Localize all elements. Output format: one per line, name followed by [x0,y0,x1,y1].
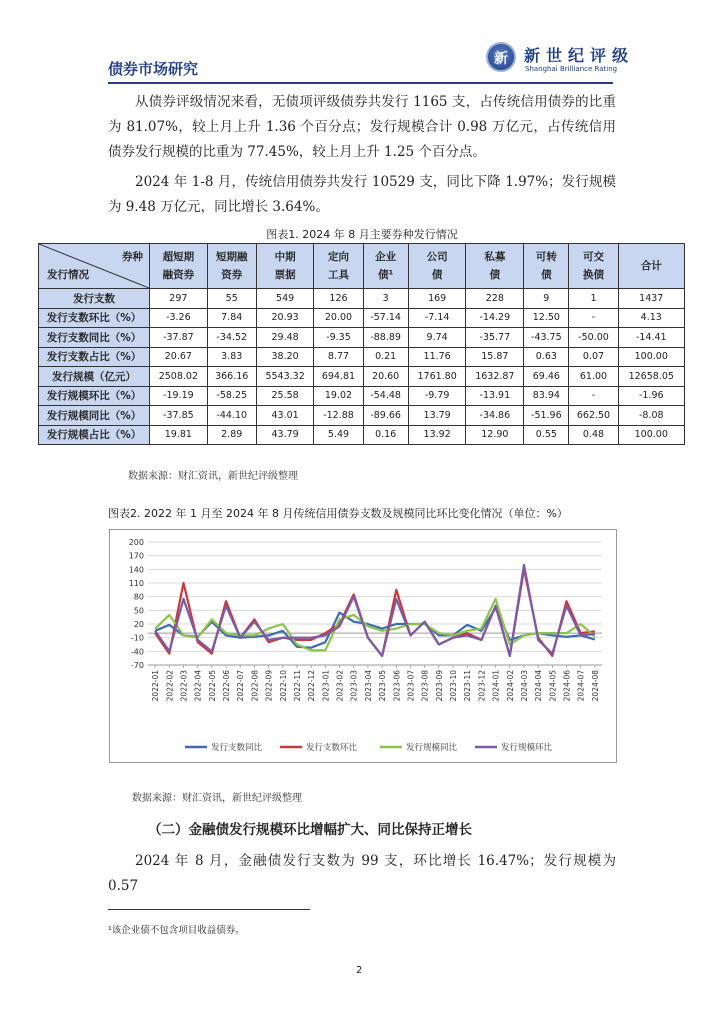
row-label: 发行规模同比（%） [39,406,150,426]
y-tick-label: 200 [128,538,144,547]
x-tick-label: 2022-09 [264,670,274,702]
table-cell: 5543.32 [256,367,314,387]
legend-label: 发行支数环比 [306,743,358,753]
table-cell: 662.50 [569,406,618,426]
table-cell: -43.75 [524,328,569,348]
x-tick-label: 2023-09 [434,670,444,702]
table-cell: 2.89 [207,425,256,445]
table-cell: 100.00 [618,347,684,367]
table-cell: 297 [150,289,208,309]
table-cell: -58.25 [207,386,256,406]
y-tick-label: 170 [128,551,144,561]
row-label: 发行支数 [39,289,150,309]
table-row [39,406,685,426]
x-tick-label: 2023-01 [321,670,331,702]
x-tick-label: 2024-06 [562,670,572,702]
running-header-title: 债券市场研究 [108,60,199,78]
table-cell: -34.52 [207,328,256,348]
y-tick-label: -70 [130,661,144,670]
table-row [39,347,685,367]
column-header: 企业 债¹ [363,244,408,289]
row-label: 发行支数同比（%） [39,328,150,348]
table-cell: 55 [207,289,256,309]
x-tick-label: 2023-03 [349,670,359,702]
table-cell: -50.00 [569,328,618,348]
table-cell: 366.16 [207,367,256,387]
table-cell: 20.67 [150,347,208,367]
row-label: 发行规模环比（%） [39,386,150,406]
x-tick-label: 2024-04 [534,670,544,702]
table-cell: 43.79 [256,425,314,445]
series-line-2 [155,569,595,656]
table-cell: 20.00 [314,308,363,328]
table-row [39,328,685,348]
table-cell: 126 [314,289,363,309]
x-tick-label: 2023-05 [378,670,388,702]
table-cell: -19.19 [150,386,208,406]
y-tick-label: 110 [128,579,144,588]
chart-caption: 图表2. 2022 年 1 月至 2024 年 8 月传统信用债券支数及规模同比环比变化情况（单位：%） [108,507,568,520]
table-row [39,386,685,406]
y-tick-label: -10 [130,633,144,643]
table1-source: 数据来源：财汇资讯，新世纪评级整理 [128,471,298,482]
table-cell: -51.96 [524,406,569,426]
chart-frame [109,529,617,763]
table-cell: - [569,386,618,406]
x-tick-label: 2023-04 [363,670,373,702]
x-tick-label: 2023-12 [477,670,487,702]
table-cell: 0.07 [569,347,618,367]
table-cell: -14.29 [466,308,524,328]
column-header: 超短期 融资券 [150,244,208,289]
legend-label: 发行规模同比 [406,743,458,753]
bond-issuance-table [38,243,685,445]
y-tick-label: 80 [133,592,144,602]
table-cell: 9 [524,289,569,309]
table-cell: -57.14 [363,308,408,328]
table-cell: -34.86 [466,406,524,426]
table-cell: -88.89 [363,328,408,348]
table-cell: -12.88 [314,406,363,426]
column-header: 定向 工具 [314,244,363,289]
section-heading: （二）金融债发行规模环比增幅扩大、同比保持正增长 [148,822,472,838]
table-cell: -35.77 [466,328,524,348]
x-tick-label: 2023-02 [335,670,345,702]
table-cell: 83.94 [524,386,569,406]
row-label: 发行规模占比（%） [39,425,150,445]
table-cell: 43.01 [256,406,314,426]
table-cell: 13.79 [408,406,466,426]
table-cell: 9.74 [408,328,466,348]
x-tick-label: 2022-02 [165,670,175,702]
table-cell: 5.49 [314,425,363,445]
table-cell: 15.87 [466,347,524,367]
table-cell: 19.81 [150,425,208,445]
paragraph-ytd: 2024 年 1-8 月，传统信用债券共发行 10529 支，同比下降 1.97%；发行规模为 9.48 万亿元，同比增长 3.64%。 [108,174,616,215]
table-cell: -44.10 [207,406,256,426]
table-cell: 69.46 [524,367,569,387]
x-tick-label: 2023-10 [449,670,459,702]
table-cell: - [569,308,618,328]
table-cell: 13.92 [408,425,466,445]
table-corner-header [39,244,150,289]
x-tick-label: 2022-10 [278,670,288,702]
row-label: 发行规模（亿元） [39,367,150,387]
table-row [39,367,685,387]
table-cell: 1437 [618,289,684,309]
table-cell: -89.66 [363,406,408,426]
y-tick-label: 20 [133,620,144,629]
brand-logo-mark: 新 [486,42,516,72]
brand-logo-name: 新世纪评级 [524,46,635,65]
table-cell: 11.76 [408,347,466,367]
y-tick-label: 50 [133,606,144,616]
line-chart [110,530,616,762]
column-header: 短期融 资券 [207,244,256,289]
table-cell: 3.83 [207,347,256,367]
table-cell: 0.21 [363,347,408,367]
x-tick-label: 2023-06 [392,670,402,702]
x-tick-label: 2023-11 [463,670,473,702]
table-cell: 0.63 [524,347,569,367]
x-tick-label: 2024-03 [519,670,529,702]
x-tick-label: 2023-07 [406,670,416,702]
x-tick-label: 2024-01 [491,670,501,702]
table-cell: -54.48 [363,386,408,406]
paragraph-rating: 从债券评级情况来看，无债项评级债券共发行 1165 支，占传统信用债券的比重为 81.07%，较上月上升 1.36 个百分点；发行规模合计 0.98 万亿元，占传统信用债券发行规模的比重为 77.45%，较上月上升 1.25 个百分点。 [108,94,616,160]
table-cell: -37.85 [150,406,208,426]
table-row [39,308,685,328]
table-cell: -7.14 [408,308,466,328]
row-label: 发行支数环比（%） [39,308,150,328]
table-cell: 29.48 [256,328,314,348]
table-row [39,425,685,445]
x-tick-label: 2022-07 [236,670,246,702]
table-cell: -37.87 [150,328,208,348]
x-tick-label: 2022-05 [207,670,217,702]
x-tick-label: 2022-06 [222,670,232,702]
table-row [39,289,685,309]
table-cell: 8.77 [314,347,363,367]
table-cell: 1 [569,289,618,309]
footnote-rule [108,909,310,910]
table-cell: -14.41 [618,328,684,348]
column-header: 可交 换债 [569,244,618,289]
y-tick-label: 140 [128,565,144,575]
table-cell: 0.48 [569,425,618,445]
table-cell: 20.60 [363,367,408,387]
header-rule [108,82,613,84]
table-cell: 228 [466,289,524,309]
table-cell: 38.20 [256,347,314,367]
legend-label: 发行规模环比 [501,743,553,753]
x-tick-label: 2023-08 [420,670,430,702]
x-tick-label: 2022-11 [292,670,302,702]
x-tick-label: 2022-08 [250,670,260,702]
x-tick-label: 2024-07 [576,670,586,702]
table-cell: -9.79 [408,386,466,406]
table-cell: 100.00 [618,425,684,445]
x-tick-label: 2024-05 [548,670,558,702]
table-cell: 2508.02 [150,367,208,387]
paragraph-financial-bonds: 2024 年 8 月，金融债发行支数为 99 支，环比增长 16.47%；发行规模为 0.57 [108,853,616,894]
footnote: ¹该企业债不包含项目收益债券。 [108,925,245,936]
row-label: 发行支数占比（%） [39,347,150,367]
table-cell: 1632.87 [466,367,524,387]
x-tick-label: 2022-01 [151,670,161,702]
table-cell: 12658.05 [618,367,684,387]
x-tick-label: 2022-04 [193,670,203,702]
table-cell: 549 [256,289,314,309]
table-cell: 169 [408,289,466,309]
table-cell: -9.35 [314,328,363,348]
table-cell: 0.55 [524,425,569,445]
table-cell: 61.00 [569,367,618,387]
y-tick-label: -40 [130,647,144,657]
table-cell: 4.13 [618,308,684,328]
x-tick-label: 2022-03 [179,670,189,702]
x-tick-label: 2024-08 [590,670,600,702]
table-cell: 12.50 [524,308,569,328]
table-cell: 0.16 [363,425,408,445]
table-cell: -13.91 [466,386,524,406]
x-tick-label: 2024-02 [505,670,515,702]
column-header: 合计 [618,244,684,289]
table-cell: 1761.80 [408,367,466,387]
chart-source: 数据来源：财汇资讯，新世纪评级整理 [132,793,302,804]
legend-label: 发行支数同比 [211,743,263,753]
table-cell: 20.93 [256,308,314,328]
column-header: 可转 债 [524,244,569,289]
column-header: 公司 债 [408,244,466,289]
table-cell: 25.58 [256,386,314,406]
table-cell: -3.26 [150,308,208,328]
corner-bottom-label: 发行情况 [47,269,89,281]
column-header: 中期 票据 [256,244,314,289]
table-cell: 12.90 [466,425,524,445]
table-cell: 19.02 [314,386,363,406]
x-tick-label: 2022-12 [307,670,317,702]
table-cell: -8.08 [618,406,684,426]
table-cell: -1.96 [618,386,684,406]
corner-top-label: 券种 [122,251,143,263]
table-cell: 7.84 [207,308,256,328]
page-number: 2 [356,965,363,976]
table1-caption: 图表1. 2024 年 8 月主要券种发行情况 [266,228,458,241]
table-cell: 3 [363,289,408,309]
table-cell: 694.81 [314,367,363,387]
column-header: 私募 债 [466,244,524,289]
brand-logo-subtitle: Shanghai Brilliance Rating [525,65,618,73]
